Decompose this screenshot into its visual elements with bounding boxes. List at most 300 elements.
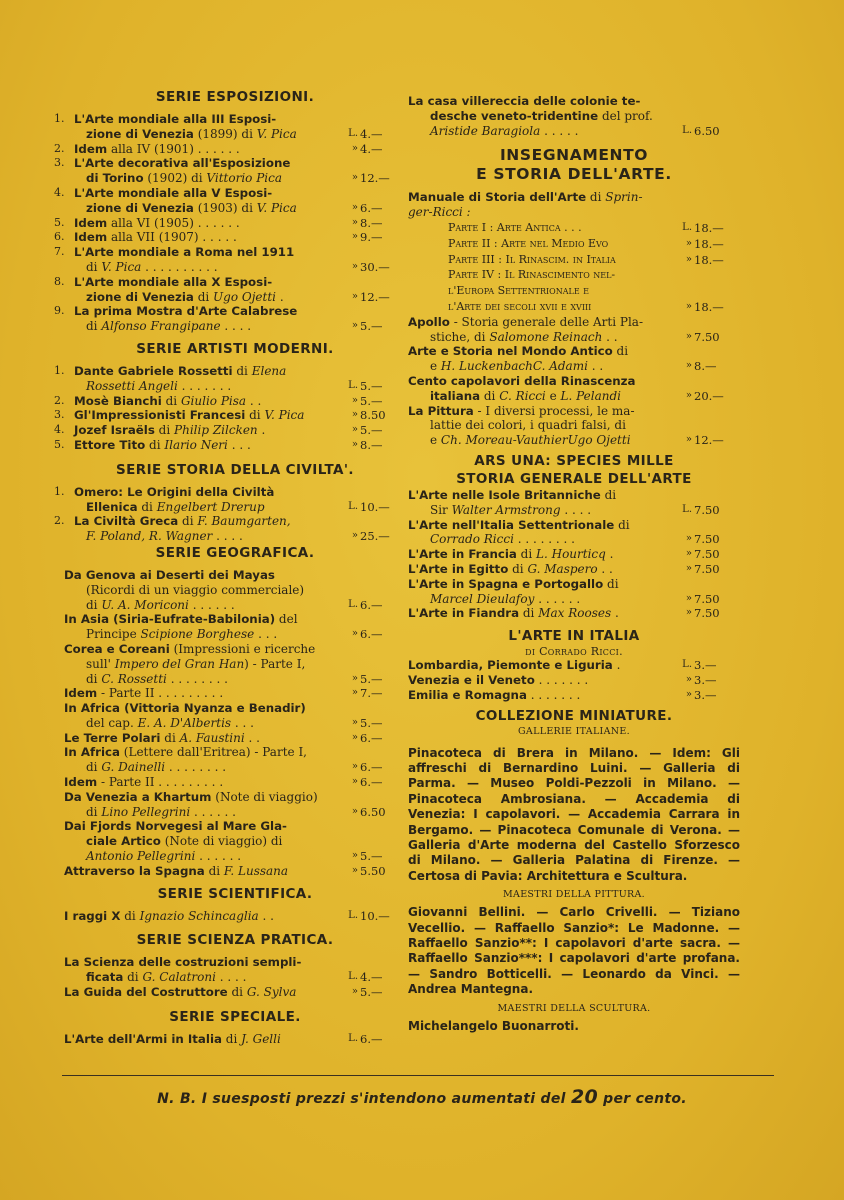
price-marker: L.	[682, 503, 692, 515]
price-marker: L.	[682, 124, 692, 136]
list-item	[64, 701, 406, 716]
item-text: (Note di viaggio)	[211, 789, 318, 804]
price-marker: L.	[348, 379, 358, 391]
item-title: L'Arte dell'Armi in Italia	[64, 1031, 222, 1046]
item-author: L. Pelandi	[560, 388, 621, 403]
section-storia-civilta	[54, 461, 406, 544]
item-title: L'Arte in Francia	[408, 547, 517, 562]
section-casa-villereccia	[408, 94, 740, 138]
arte-italia-title: L'ARTE IN ITALIA	[508, 628, 640, 645]
price-marker: »	[685, 607, 692, 619]
item-text: di	[519, 606, 539, 621]
item-text: di	[154, 423, 175, 438]
item-title: Idem	[64, 686, 98, 701]
manuale-parte	[408, 252, 740, 268]
list-item	[64, 970, 406, 985]
price-marker: »	[351, 260, 358, 272]
item-author: Ugo Ojetti	[567, 433, 631, 448]
price-marker: »	[685, 389, 692, 401]
list-item	[64, 171, 406, 186]
price: 7.50	[694, 606, 720, 621]
item-text: alla VI (1905) . . . . . .	[107, 215, 240, 230]
item-text: . .	[258, 908, 274, 923]
price: 12.—	[694, 433, 724, 448]
section-geografica	[64, 544, 406, 879]
price-marker: »	[685, 673, 692, 685]
item-title: L'Arte mondiale alla V Esposi-	[74, 185, 273, 200]
item-text: di	[120, 908, 140, 923]
item-text: . . . . . . .	[534, 672, 589, 687]
price-marker: »	[351, 776, 358, 788]
ars-una-list	[408, 488, 740, 621]
insegnamento-list	[408, 315, 740, 448]
parte-label: Parte I : Arte Antica . . .	[448, 220, 582, 234]
item-title: La Civiltà Greca	[74, 514, 179, 529]
price: 6.—	[360, 760, 383, 775]
list-item	[408, 688, 740, 703]
item-text: di	[245, 408, 265, 423]
item-author: Walter Armstrong	[451, 502, 561, 517]
price: 6.50	[694, 123, 720, 138]
list-item	[408, 330, 740, 345]
item-title: L'Arte mondiale alla X Esposi-	[74, 274, 273, 289]
item-title: Idem	[64, 775, 98, 790]
price-marker: »	[685, 330, 692, 342]
list-item	[64, 657, 406, 672]
item-title: Apollo	[408, 314, 450, 329]
item-title: Idem	[74, 230, 108, 245]
price: 3.—	[694, 687, 717, 702]
list-item	[54, 484, 406, 500]
manuale-parte	[408, 267, 740, 283]
section-esposizioni	[54, 88, 406, 334]
price: 5.50	[360, 863, 386, 878]
item-author: U. A. Moriconi	[101, 597, 189, 612]
item-text: di	[612, 344, 629, 359]
item-number: 5.	[54, 215, 65, 229]
price: 6.—	[360, 627, 383, 642]
item-title: Corea e Coreani	[64, 641, 170, 656]
item-text: alla IV (1901) . . . . . .	[107, 141, 240, 156]
price: 6.—	[360, 775, 383, 790]
item-text: di	[193, 289, 214, 304]
list-item	[408, 404, 740, 419]
list-item	[64, 201, 406, 216]
item-title: Da Venezia a Khartum	[64, 789, 212, 804]
list-item	[64, 864, 406, 879]
list-item	[54, 408, 406, 423]
parte-label: Parte II : Arte nel Medio Evo	[448, 236, 609, 250]
price: 5.—	[360, 849, 383, 864]
manuale-parte	[408, 283, 740, 299]
list-item	[408, 503, 740, 518]
list-item	[408, 315, 740, 330]
list-item	[64, 849, 406, 864]
item-author: Rossetti Angeli	[86, 378, 178, 393]
ars-una-title-2: STORIA GENERALE DELL'ARTE	[456, 470, 692, 487]
section-artisti-moderni	[54, 340, 406, 453]
list-item	[408, 532, 740, 547]
list-item	[64, 745, 406, 760]
list-item	[64, 731, 406, 746]
item-text: . .	[244, 730, 260, 745]
price: 18.—	[694, 236, 724, 251]
item-title: Le Terre Polari	[64, 730, 161, 745]
list-item	[408, 433, 740, 448]
right-column	[408, 94, 740, 1034]
item-text: Principe	[86, 627, 141, 642]
item-title: L'Arte mondiale a Roma nel 1911	[74, 245, 295, 260]
list-item	[54, 112, 406, 127]
item-number: 4.	[54, 423, 65, 437]
item-title: zione di Venezia	[86, 200, 194, 215]
price-marker: »	[351, 731, 358, 743]
item-title: Attraverso la Spagna	[64, 863, 205, 878]
list-item	[64, 583, 406, 598]
item-text: . . . .	[212, 529, 243, 544]
item-author: Engelbert Drerup	[156, 499, 265, 514]
section-speciale	[64, 1008, 406, 1047]
section-ars-una	[408, 452, 740, 621]
price: 12.—	[360, 171, 390, 186]
item-title: In Africa (Vittoria Nyanza e Benadir)	[64, 701, 306, 716]
price-marker: »	[351, 290, 358, 302]
price-marker: »	[685, 434, 692, 446]
manuale-entry: Manuale di Storia dell'Arte di Sprin- ger-Ricci :	[408, 190, 643, 220]
item-number: 1.	[54, 484, 65, 498]
item-title: In Africa	[64, 745, 120, 760]
item-text: alla VII (1907) . . . . .	[107, 230, 237, 245]
list-item	[64, 775, 406, 790]
price-marker: L.	[348, 500, 358, 512]
footer-divider	[62, 1075, 774, 1076]
list-item	[408, 673, 740, 688]
item-text: di	[600, 487, 617, 502]
list-item	[64, 760, 406, 775]
item-title: Idem	[74, 215, 108, 230]
item-number: 1.	[54, 112, 65, 125]
item-author: Philip Zilcken	[174, 423, 258, 438]
item-title: di Torino	[86, 171, 144, 186]
price: 3.—	[694, 658, 717, 673]
price-marker: »	[351, 687, 358, 699]
price-marker: L.	[348, 598, 358, 610]
item-text: stiche, di	[430, 329, 490, 344]
item-title: Omero: Le Origini della Civiltà	[74, 484, 275, 499]
list-item	[64, 1032, 406, 1047]
price: 6.—	[360, 200, 383, 215]
left-column	[54, 88, 406, 1047]
price: 18.—	[694, 252, 724, 267]
price-marker: »	[351, 216, 358, 228]
list-item	[408, 592, 740, 607]
item-text: . . . . . . . . . .	[141, 259, 218, 274]
item-text: - Parte II . . . . . . . . .	[97, 775, 224, 790]
item-number: 7.	[54, 245, 65, 259]
item-author: G. Dainelli	[101, 760, 166, 775]
price: 18.—	[694, 299, 724, 314]
item-title: I raggi X	[64, 908, 121, 923]
list-item	[64, 290, 406, 305]
price: 5.—	[360, 319, 383, 334]
item-text: di	[86, 597, 102, 612]
item-text: Sir	[430, 502, 452, 517]
item-title: L'Arte mondiale alla III Esposi-	[74, 112, 277, 126]
item-title: Cento capolavori della Rinascenza	[408, 373, 636, 388]
item-text: . . . . . .	[195, 849, 242, 864]
list-item	[408, 562, 740, 577]
item-author: G. Calatroni	[142, 970, 216, 985]
item-text: - Parte II . . . . . . . . .	[97, 686, 224, 701]
item-title: zione di Venezia	[86, 126, 194, 141]
item-title: L'Arte nell'Italia Settentrionale	[408, 517, 615, 532]
item-author: C. Rossetti	[101, 671, 167, 686]
item-number: 5.	[54, 437, 65, 451]
item-title: Ettore Tito	[74, 437, 146, 452]
item-text: . . . . . . .	[177, 378, 232, 393]
price: 7.50	[694, 561, 720, 576]
section-title: SERIE ARTISTI MODERNI.	[136, 340, 334, 357]
item-author: F. Baumgarten,	[197, 514, 291, 529]
item-text: sull'	[86, 656, 115, 671]
item-text: . . . . . . .	[526, 687, 581, 702]
price-marker: »	[685, 533, 692, 545]
item-title: ficata	[86, 970, 124, 985]
item-text: del cap.	[86, 715, 138, 730]
miniature-title: COLLEZIONE MINIATURE.	[475, 707, 673, 724]
item-text: (Lettere dall'Eritrea) - Parte I,	[119, 745, 307, 760]
item-text: .	[276, 289, 284, 304]
section-scientifica	[64, 885, 406, 924]
price: 4.—	[360, 970, 383, 985]
gallerie-paragraph: Pinacoteca di Brera in Milano. — Idem: Gli affreschi di Bernardino Luini. — Galleria di Parma. — Museo Poldi-Pezzoli in Milano. — Pinacoteca Ambrosiana. — Accademia di Venezia: I capolavori. — Accademia Carrara in Bergamo. — Pinacoteca Comunale di Verona. — Galleria d'Arte moderna del Castello Sforzesco di Milano. — Galleria Palatina di Firenze. — Certosa di Pavia: Architettura e Scultura.	[408, 745, 740, 883]
item-title: Lombardia, Piemonte e Liguria	[408, 658, 613, 673]
item-author: J. Gelli	[241, 1031, 281, 1046]
item-author: Alfonso Frangipane	[101, 319, 221, 334]
gallerie-subtitle: GALLERIE ITALIANE.	[518, 725, 630, 737]
price: 7.50	[694, 591, 720, 606]
item-author: Ignazio Schincaglia	[139, 908, 259, 923]
item-text: di	[614, 517, 630, 532]
price-marker: »	[351, 320, 358, 332]
price: 30.—	[360, 259, 390, 274]
list-item	[408, 389, 740, 404]
item-text: di	[145, 437, 165, 452]
section-title: SERIE ESPOSIZIONI.	[155, 89, 315, 105]
item-number: 2.	[54, 393, 65, 407]
item-author: F. Poland, R. Wagner	[86, 529, 213, 544]
price: 5.—	[360, 671, 383, 686]
price-marker: »	[351, 672, 358, 684]
item-number: 8.	[54, 274, 65, 288]
item-author: C. Ricci	[499, 388, 546, 403]
price-marker: »	[351, 142, 358, 154]
price-marker: »	[351, 530, 358, 542]
item-author: C. Adami	[532, 359, 588, 374]
price-marker: »	[351, 201, 358, 213]
item-title: italiana	[430, 388, 481, 403]
item-text: . . .	[227, 437, 251, 452]
item-title: La prima Mostra d'Arte Calabrese	[74, 304, 298, 319]
price-marker: »	[351, 424, 358, 436]
item-title: L'Arte in Egitto	[408, 561, 509, 576]
item-title: Idem	[74, 141, 108, 156]
price: 6.—	[360, 730, 383, 745]
price: 8.—	[360, 437, 383, 452]
price-marker: L.	[348, 971, 358, 983]
item-title: Jozef Israëls	[74, 423, 155, 438]
item-text: . . .	[231, 715, 254, 730]
item-author: Ch. Moreau-Vauthier	[440, 433, 568, 448]
item-author: Salomone Reinach	[489, 329, 603, 344]
price: 4.—	[360, 141, 383, 156]
price-marker: »	[351, 986, 358, 998]
parte-label: l'Europa Settentrionale e	[448, 284, 589, 298]
list-item	[64, 805, 406, 820]
price-marker: »	[351, 628, 358, 640]
item-author: V. Pica	[256, 200, 297, 215]
item-author: Lino Pellegrini	[101, 804, 191, 819]
price: 6.50	[360, 804, 386, 819]
price-marker: »	[351, 761, 358, 773]
list-item	[408, 518, 740, 533]
list-item	[64, 568, 406, 583]
item-author: Aristide Baragiola	[430, 123, 541, 138]
item-author: Ilario Neri	[164, 437, 228, 452]
price: 25.—	[360, 529, 390, 544]
item-text: di	[86, 804, 102, 819]
item-text: (1899) di	[193, 126, 257, 141]
price: 5.—	[360, 423, 383, 438]
price: 8.—	[694, 359, 717, 374]
item-title: zione di Venezia	[86, 289, 194, 304]
item-text: del prof.	[598, 108, 653, 123]
list-item	[64, 598, 406, 613]
item-title: L'Arte in Fiandra	[408, 606, 520, 621]
list-item	[408, 547, 740, 562]
price: 8.50	[360, 408, 386, 423]
item-title: Arte e Storia nel Mondo Antico	[408, 344, 613, 359]
item-text: . .	[597, 561, 613, 576]
price: 7.50	[694, 329, 720, 344]
item-title: Dante Gabriele Rossetti	[74, 363, 233, 378]
list-item	[64, 642, 406, 657]
arte-italia-list	[408, 658, 740, 702]
item-text: . . . . . .	[188, 597, 235, 612]
price-marker: »	[351, 716, 358, 728]
item-text: e	[545, 388, 561, 403]
section-title: SERIE SPECIALE.	[169, 1008, 301, 1025]
list-item	[54, 393, 406, 409]
item-author: Scipione Borghese	[140, 627, 255, 642]
price: 5.—	[360, 985, 383, 1000]
list-item	[54, 245, 406, 260]
insegnamento-title-1: INSEGNAMENTO	[499, 146, 649, 165]
manuale-parte	[408, 220, 740, 236]
price: 7.50	[694, 532, 720, 547]
price-marker: »	[351, 409, 358, 421]
item-author: Impero del Gran Han	[114, 656, 245, 671]
section-title: SERIE STORIA DELLA CIVILTA'.	[116, 461, 354, 478]
item-text: . . . . . . . .	[513, 532, 575, 547]
item-title: L'Arte nelle Isole Britanniche	[408, 487, 601, 502]
item-author: Ugo Ojetti	[213, 289, 277, 304]
item-title: L'Arte in Spagna e Portogallo	[408, 576, 604, 591]
parte-label: Parte III : Il Rinascim. in Italia	[448, 252, 616, 266]
item-author: V. Pica	[256, 126, 297, 141]
insegnamento-title-2: E STORIA DELL'ARTE.	[476, 165, 672, 184]
item-text: . .	[246, 393, 262, 408]
price: 6.—	[360, 1031, 383, 1046]
list-item	[64, 627, 406, 642]
item-title: In Asia (Siria-Eufrate-Babilonia)	[64, 612, 276, 627]
price: 5.—	[360, 715, 383, 730]
item-author: Corrado Ricci	[430, 532, 514, 547]
price-marker: »	[351, 172, 358, 184]
item-number: 2.	[54, 514, 65, 528]
ars-una-title-1: ARS UNA: SPECIES MILLE	[474, 452, 674, 469]
price: 7.—	[360, 686, 383, 701]
item-title: Dai Fjords Norvegesi al Mare Gla-	[64, 819, 287, 834]
item-text: - I diversi processi, le ma-	[473, 403, 635, 418]
manuale-parti-list	[408, 220, 740, 315]
item-author: Marcel Dieulafoy	[430, 591, 535, 606]
manuale-parte	[408, 236, 740, 252]
item-author: V. Pica	[264, 408, 305, 423]
list-item	[54, 304, 406, 319]
price: 8.—	[360, 215, 383, 230]
list-item	[54, 437, 406, 453]
list-item	[54, 215, 406, 231]
list-item	[64, 127, 406, 142]
list-item	[54, 363, 406, 379]
list-item	[54, 230, 406, 245]
list-item	[64, 955, 406, 970]
price-marker: »	[351, 438, 358, 450]
price-marker: L.	[348, 1032, 358, 1044]
item-text: . . .	[254, 627, 278, 642]
item-author: Giulio Pisa	[180, 393, 247, 408]
list-item	[54, 141, 406, 157]
item-text: di	[232, 363, 252, 378]
item-text: ) - Parte I,	[244, 656, 306, 671]
list-item	[408, 488, 740, 503]
item-text: . . . .	[220, 319, 252, 334]
list-item	[64, 686, 406, 701]
item-title: La Guida del Costruttore	[64, 985, 228, 1000]
list-item	[408, 606, 740, 621]
item-number: 4.	[54, 185, 65, 199]
item-text: . . . . .	[540, 123, 579, 138]
item-author: Antonio Pellegrini	[86, 849, 196, 864]
section-arte-in-italia	[408, 627, 740, 702]
list-item	[408, 577, 740, 592]
price-marker: L.	[682, 659, 692, 671]
item-text: .	[257, 423, 266, 438]
item-text: di	[160, 730, 180, 745]
item-text: di	[123, 970, 143, 985]
price-marker: »	[685, 237, 692, 249]
list-item	[408, 658, 740, 673]
item-text: lattie dei colori, i quadri falsi, di	[430, 418, 626, 433]
price: 12.—	[360, 289, 390, 304]
section-title: SERIE GEOGRAFICA.	[155, 544, 315, 561]
list-item	[64, 790, 406, 805]
item-title: La casa villereccia delle colonie te-	[408, 94, 641, 108]
price: 5.—	[360, 393, 383, 408]
list-item	[408, 109, 740, 124]
price-marker: »	[685, 360, 692, 372]
